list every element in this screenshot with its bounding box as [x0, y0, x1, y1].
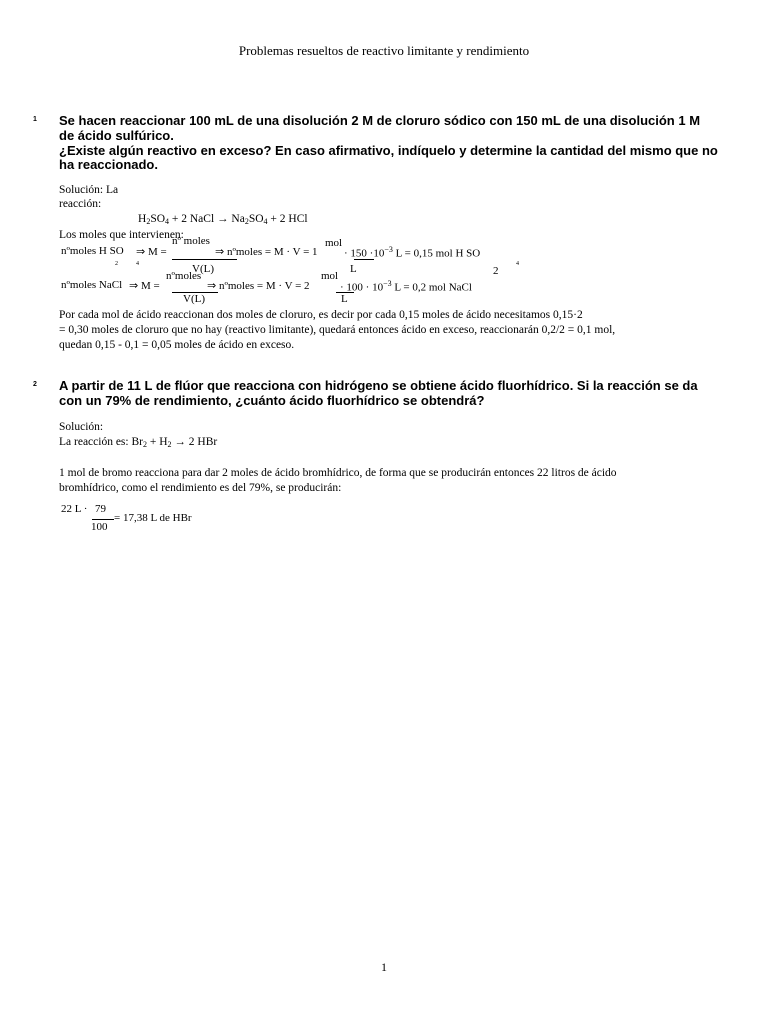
eq-subscript: 2	[115, 261, 118, 267]
explanation-line: Por cada mol de ácido reaccionan dos moles de cloruro, es decir por cada 0,15 moles de ácido necesitamos 0,15·2	[59, 309, 583, 321]
unit-denominator: L	[341, 293, 348, 305]
fraction-denominator: 100	[91, 521, 108, 533]
fraction-bar	[92, 519, 114, 520]
unit-denominator: L	[350, 263, 357, 275]
eq-middle: ⇒ nºmoles = M · V = 2	[207, 280, 310, 292]
unit-numerator: mol	[321, 270, 339, 282]
solution-label: Solución:	[59, 421, 104, 433]
page-number: 1	[381, 960, 387, 974]
eq-subscript: 4	[516, 261, 519, 267]
reaction-line: La reacción es: $Br_2 + H_2 \to 2$ HBr	[59, 436, 218, 449]
eq-implies: ⇒ M =	[136, 246, 167, 258]
eq-implies: ⇒ M =	[129, 280, 160, 292]
reaction-arrow: →	[174, 436, 186, 448]
problem-number: 1	[33, 116, 37, 123]
fraction-bar	[172, 259, 237, 260]
fraction-numerator: nº moles	[172, 235, 210, 247]
problem-question-line: ha reaccionado.	[59, 157, 158, 172]
problem-question-line: de ácido sulfúrico.	[59, 128, 174, 143]
problem-number: 2	[33, 381, 37, 388]
explanation-line: 1 mol de bromo reacciona para dar 2 moles de ácido bromhídrico, de forma que se producirán entonces 22 litros de ácido	[59, 467, 617, 479]
eq-middle: ⇒ nºmoles = M · V = 1	[215, 246, 318, 258]
reaction-equation: $H_2SO_4 + 2$ NaCl → $Na_2SO_4 + 2$ HCl	[138, 213, 308, 226]
calc-result: = 17,38 L de HBr	[114, 512, 192, 524]
eq-left: nºmoles NaCl	[61, 279, 123, 291]
problem-question-line: Se hacen reaccionar 100 mL de una disolución 2 M de cloruro sódico con 150 mL de una disolución 1 M	[59, 113, 701, 128]
eq-subscript: 2	[493, 265, 499, 277]
calc-left: 22 L ·	[61, 503, 88, 515]
moles-intro: Los moles que intervienen:	[59, 229, 184, 241]
solution-label: reacción:	[59, 198, 102, 210]
eq-rest: · $150 \cdot 10^{-3}$ L = 0,15 mol H SO	[344, 245, 481, 260]
fraction-denominator: V(L)	[192, 263, 214, 275]
eq-subscript: 4	[136, 261, 139, 267]
explanation-line: = 0,30 moles de cloruro que no hay (reactivo limitante), quedará entonces ácido en exceso, reaccionarán 0,2/2 = 0,1 mol,	[59, 324, 616, 336]
explanation-line: quedan 0,15 - 0,1 = 0,05 moles de ácido en exceso.	[59, 339, 295, 351]
explanation-line: bromhídrico, como el rendimiento es del 79%, se producirán:	[59, 482, 342, 494]
eq-left: nºmoles H SO	[61, 245, 124, 257]
fraction-numerator: nºmoles	[166, 270, 202, 282]
problem-question-line: A partir de 11 L de flúor que reacciona con hidrógeno se obtiene ácido fluorhídrico. Si la reacción se da	[59, 378, 698, 393]
problem-question-line: ¿Existe algún reactivo en exceso? En caso afirmativo, indíquelo y determine la cantidad del mismo que no	[59, 143, 718, 158]
fraction-denominator: V(L)	[183, 293, 205, 305]
unit-numerator: mol	[325, 237, 343, 249]
fraction-numerator: 79	[95, 503, 106, 515]
eq-rest: · $100 \cdot 10^{-3}$ L = 0,2 mol NaCl	[340, 279, 472, 294]
solution-label: Solución: La	[59, 184, 119, 196]
reaction-arrow: →	[217, 213, 229, 225]
page-title: Problemas resueltos de reactivo limitante y rendimiento	[238, 43, 530, 58]
problem-question-line: con un 79% de rendimiento, ¿cuánto ácido fluorhídrico se obtendrá?	[59, 393, 485, 408]
